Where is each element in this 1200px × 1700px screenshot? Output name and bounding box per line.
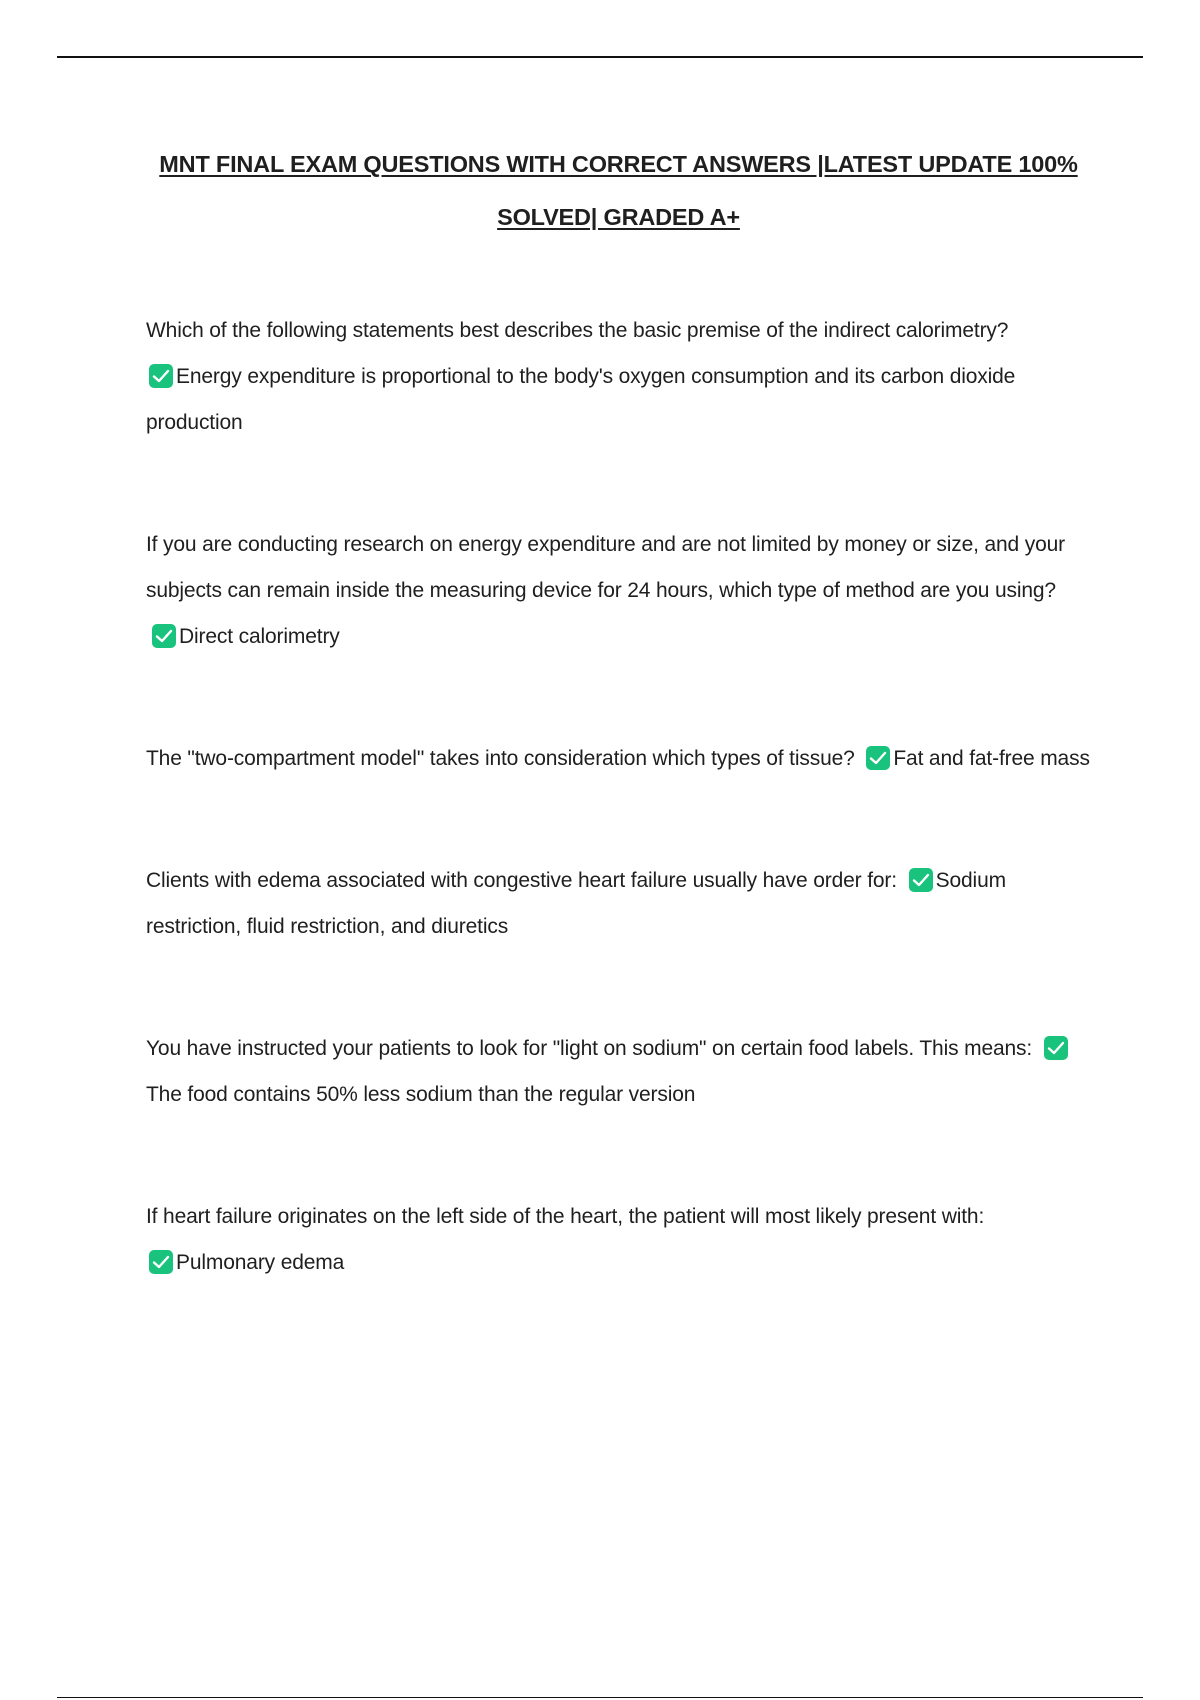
qa-item-3 bbox=[146, 736, 1091, 782]
answer-text: The food contains 50% less sodium than the regular version bbox=[146, 1083, 696, 1106]
check-mark-icon bbox=[149, 1250, 173, 1274]
answer-text: Sodium restriction, fluid restriction, and diuretics bbox=[146, 869, 1006, 938]
document-title bbox=[146, 138, 1091, 244]
question-text: If you are conducting research on energy expenditure and are not limited by money or size, and your subjects can remain inside the measuring device for 24 hours, which type of method are you using? bbox=[146, 533, 1066, 602]
question-list bbox=[146, 308, 1091, 1286]
question-text: Clients with edema associated with congestive heart failure usually have order for: bbox=[146, 869, 897, 892]
question-text: Which of the following statements best describes the basic premise of the indirect calorimetry? bbox=[146, 319, 1009, 342]
qa-item-2 bbox=[146, 522, 1091, 660]
document-title-line-1: MNT FINAL EXAM QUESTIONS WITH CORRECT ANSWERS |LATEST UPDATE 100% bbox=[159, 151, 1078, 177]
check-mark-icon bbox=[149, 364, 173, 388]
question-text: If heart failure originates on the left side of the heart, the patient will most likely present with: bbox=[146, 1205, 985, 1228]
document-body bbox=[146, 138, 1091, 1362]
check-mark-icon bbox=[1044, 1036, 1068, 1060]
question-text: You have instructed your patients to look for "light on sodium" on certain food labels. This means: bbox=[146, 1037, 1033, 1060]
bottom-rule bbox=[57, 1697, 1143, 1698]
qa-item-1 bbox=[146, 308, 1091, 446]
answer-text: Energy expenditure is proportional to the body's oxygen consumption and its carbon dioxide production bbox=[146, 365, 1016, 434]
answer-text: Pulmonary edema bbox=[176, 1251, 345, 1274]
qa-item-5 bbox=[146, 1026, 1091, 1118]
qa-item-4 bbox=[146, 858, 1091, 950]
top-rule bbox=[57, 56, 1143, 58]
answer-text: Fat and fat-free mass bbox=[893, 747, 1090, 770]
qa-item-6 bbox=[146, 1194, 1091, 1286]
document-title-line-2: SOLVED| GRADED A+ bbox=[497, 204, 740, 230]
check-mark-icon bbox=[909, 868, 933, 892]
question-text: The "two-compartment model" takes into consideration which types of tissue? bbox=[146, 747, 855, 770]
check-mark-icon bbox=[866, 746, 890, 770]
answer-text: Direct calorimetry bbox=[179, 625, 340, 648]
check-mark-icon bbox=[152, 624, 176, 648]
